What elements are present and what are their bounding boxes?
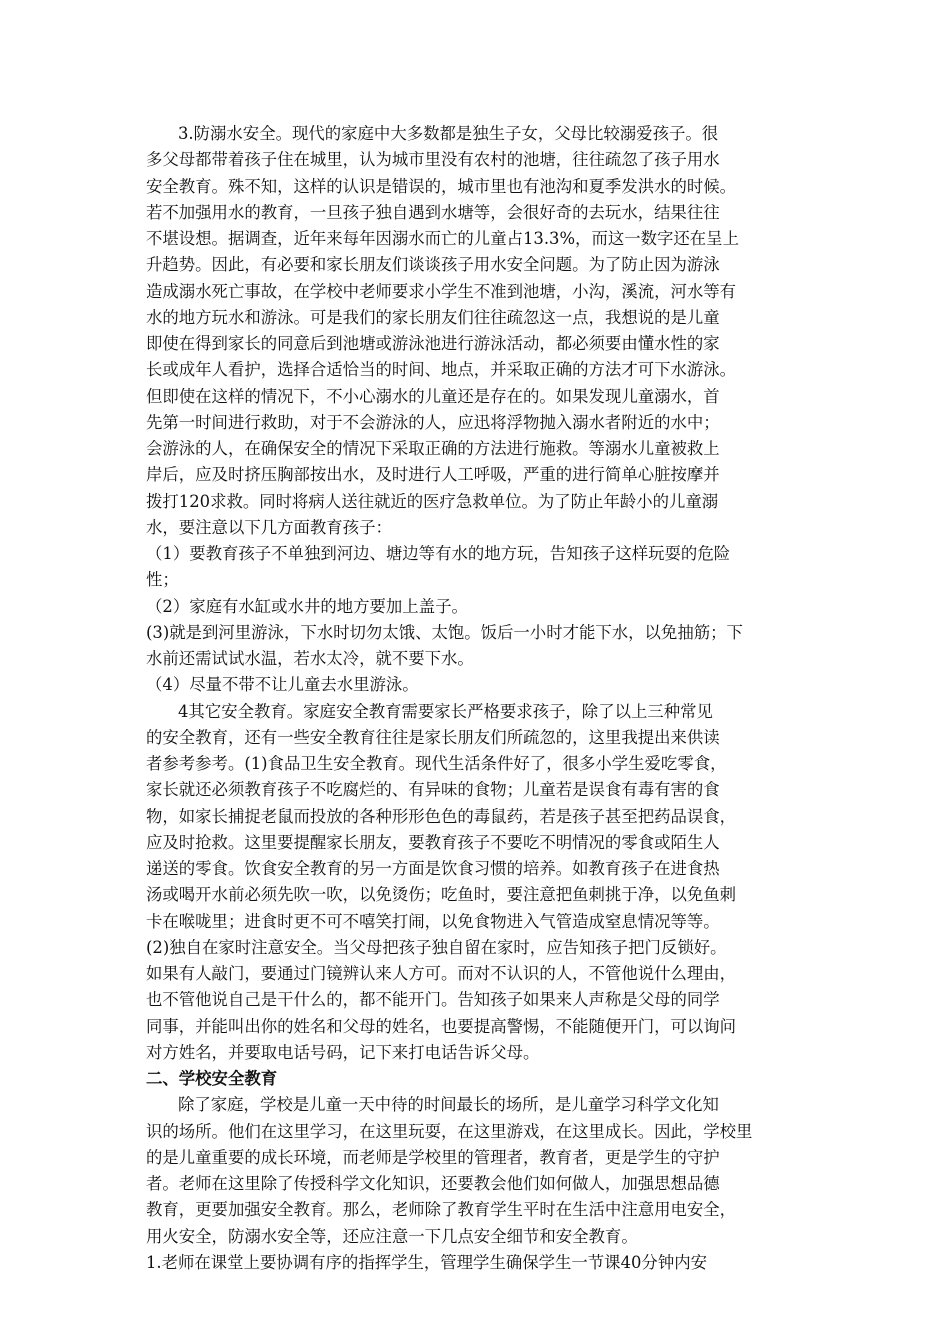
text-line: 也不管他说自己是干什么的，都不能开门。告知孩子如果来人声称是父母的同学 [146, 990, 720, 1010]
text-line: 的安全教育，还有一些安全教育往往是家长朋友们所疏忽的，这里我提出来供读 [146, 727, 720, 747]
text-line: 岸后，应及时挤压胸部按出水，及时进行人工呼吸，严重的进行简单心脏按摩并 [146, 465, 720, 485]
text-line: 除了家庭，学校是儿童一天中待的时间最长的场所，是儿童学习科学文化知 [178, 1095, 719, 1115]
text-line: 水的地方玩水和游泳。可是我们的家长朋友们往往疏忽这一点，我想说的是儿童 [146, 307, 720, 327]
text-line: 长或成年人看护，选择合适恰当的时间、地点，并采取正确的方法才可下水游泳。 [146, 360, 737, 380]
text-line: 的是儿童重要的成长环境，而老师是学校里的管理者，教育者，更是学生的守护 [146, 1147, 720, 1167]
text-line: 多父母都带着孩子住在城里，认为城市里没有农村的池塘，往往疏忽了孩子用水 [146, 150, 720, 170]
text-line: 如果有人敲门，要通过门镜辨认来人方可。而对不认识的人，不管他说什么理由， [146, 964, 737, 983]
text-line: （2）家庭有水缸或水井的地方要加上盖子。 [146, 596, 468, 616]
section-school-safety-text [146, 1092, 818, 1276]
text-line: （4）尽量不带不让儿童去水里游泳。 [146, 675, 419, 695]
text-line: 但即使在这样的情况下，不小心溺水的儿童还是存在的。如果发现儿童溺水，首 [146, 386, 720, 406]
text-line: 者参考参考。(1)食品卫生安全教育。现代生活条件好了，很多小学生爱吃零食， [146, 754, 727, 773]
text-line: 安全教育。殊不知，这样的认识是错误的，城市里也有池沟和夏季发洪水的时候。 [146, 176, 737, 196]
text-line: 先第一时间进行救助，对于不会游泳的人，应迅将浮物抛入溺水者附近的水中； [146, 412, 720, 432]
text-line: 教育，更要加强安全教育。那么，老师除了教育学生平时在生活中注意用电安全， [146, 1200, 737, 1220]
text-line: 不堪设想。据调查，近年来每年因溺水而亡的儿童占13.3%，而这一数字还在呈上 [146, 229, 739, 248]
text-line: 应及时抢救。这里要提醒家长朋友，要教育孩子不要吃不明情况的零食或陌生人 [146, 832, 720, 852]
text-line: 性； [146, 570, 179, 590]
text-line: 卡在喉咙里；进食时更不可不嘻笑打闹，以免食物进入气管造成窒息情况等等。 [146, 911, 720, 931]
text-line: 用火安全，防溺水安全等，还应注意一下几点安全细节和安全教育。 [146, 1226, 638, 1246]
text-line: 1.老师在课堂上要协调有序的指挥学生，管理学生确保学生一节课40分钟内安 [146, 1252, 707, 1272]
text-line: (3)就是到河里游泳，下水时切勿太饿、太饱。饭后一小时才能下水，以免抽筋；下 [146, 622, 743, 642]
text-line: 若不加强用水的教育，一旦孩子独自遇到水塘等，会很好奇的去玩水，结果往往 [146, 202, 720, 222]
text-line: 水，要注意以下几方面教育孩子： [146, 517, 392, 537]
text-line: 同事，并能叫出你的姓名和父母的姓名，也要提高警惕，不能随便开门，可以询问 [146, 1016, 737, 1036]
text-line: （1）要教育孩子不单独到河边、塘边等有水的地方玩，告知孩子这样玩耍的危险 [146, 544, 731, 563]
document-body [146, 121, 818, 1276]
text-line: 汤或喝开水前必须先吹一吹，以免烫伤；吃鱼时，要注意把鱼刺挑于净，以免鱼刺 [146, 885, 737, 905]
text-line: 水前还需试试水温，若水太冷，就不要下水。 [146, 649, 474, 668]
text-line: 会游泳的人，在确保安全的情况下采取正确的方法进行施救。等溺水儿童被救上 [146, 439, 720, 458]
section-heading: 二、学校安全教育 [146, 1069, 278, 1088]
text-line: 造成溺水死亡事故，在学校中老师要求小学生不准到池塘，小沟，溪流，河水等有 [146, 281, 737, 301]
text-line: 物，如家长捕捉老鼠而投放的各种形形色色的毒鼠药，若是孩子甚至把药品误食， [146, 806, 737, 826]
text-line: 识的场所。他们在这里学习，在这里玩耍，在这里游戏，在这里成长。因此，学校里 [146, 1121, 753, 1141]
text-line: 3.防溺水安全。现代的家庭中大多数都是独生子女，父母比较溺爱孩子。很 [178, 124, 719, 143]
text-line: (2)独自在家时注意安全。当父母把孩子独自留在家时，应告知孩子把门反锁好。 [146, 937, 727, 957]
text-line: 家长就还必须教育孩子不吃腐烂的、有异味的食物；儿童若是误食有毒有害的食 [146, 780, 720, 800]
section-home-safety-text [146, 121, 818, 1066]
text-line: 递送的零食。饮食安全教育的另一方面是饮食习惯的培养。如教育孩子在进食热 [146, 859, 720, 878]
text-line: 拨打120求救。同时将病人送往就近的医疗急救单位。为了防止年龄小的儿童溺 [146, 491, 719, 511]
text-line: 者。老师在这里除了传授科学文化知识，还要教会他们如何做人，加强思想品德 [146, 1174, 720, 1193]
text-line: 对方姓名，并要取电话号码，记下来打电话告诉父母。 [146, 1042, 540, 1062]
text-line: 升趋势。因此，有必要和家长朋友们谈谈孩子用水安全问题。为了防止因为游泳 [146, 255, 720, 275]
text-line: 4其它安全教育。家庭安全教育需要家长严格要求孩子，除了以上三种常见 [178, 701, 713, 721]
text-line: 即使在得到家长的同意后到池塘或游泳池进行游泳活动，都必须要由懂水性的家 [146, 334, 720, 353]
